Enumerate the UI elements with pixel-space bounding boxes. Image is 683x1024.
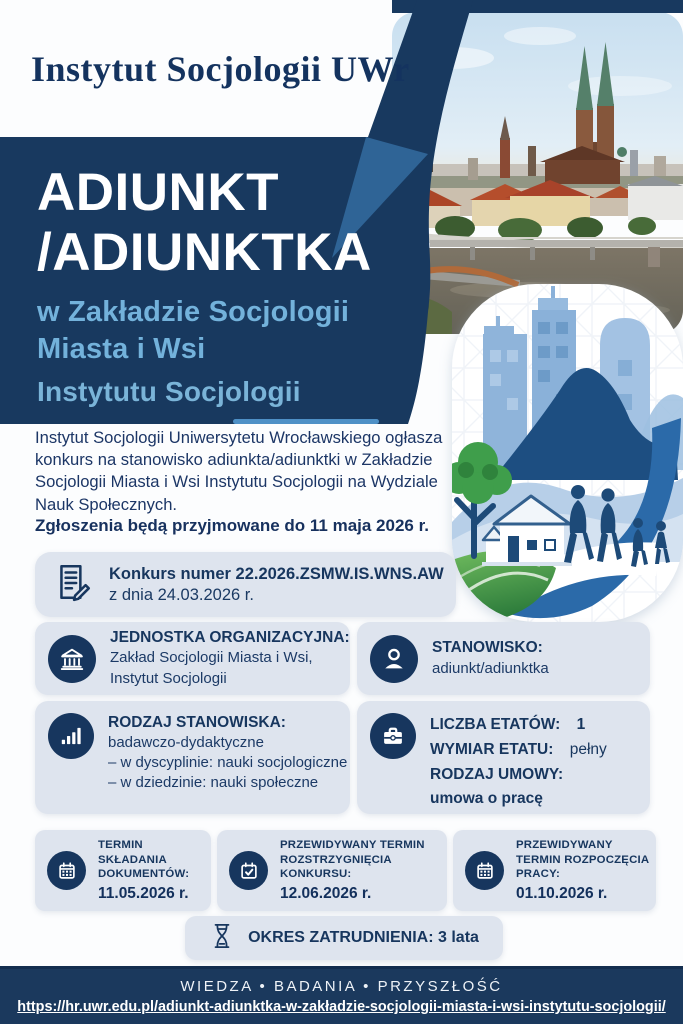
contest-number: Konkurs numer 22.2026.ZSMW.IS.WNS.AW <box>109 564 444 583</box>
application-deadline: Zgłoszenia będą przyjmowane do 11 maja 2026 r. <box>35 516 429 535</box>
intro-paragraph: Instytut Socjologii Uniwersytetu Wrocławskiego ogłasza konkurs na stanowisko adiunkta/adiunktki w Zakładzie Socjologii Miasta i Wsi Instytutu Socjologii na Wydziale Nauk Społecznych. <box>35 428 443 514</box>
fte-value: 1 <box>576 716 586 733</box>
calendar-icon <box>465 851 504 890</box>
submission-date: 11.05.2026 r. <box>98 885 189 903</box>
contract-label: RODZAJ UMOWY: <box>430 765 564 783</box>
institution-icon <box>48 635 96 683</box>
position-box <box>357 622 650 695</box>
employment-period-label: OKRES ZATRUDNIENIA: 3 lata <box>248 929 479 946</box>
job-posting-link[interactable]: https://hr.uwr.edu.pl/adiunkt-adiunktka-w-zakładzie-socjologii-miasta-i-wsi-instytutu-socjologii/ <box>17 999 666 1015</box>
resolution-date-box <box>217 830 447 911</box>
organizational-unit-box <box>35 622 350 695</box>
position-value: adiunkt/adiunktka <box>432 659 549 677</box>
headline-line2: /ADIUNKTKA <box>37 223 372 282</box>
contract-value: umowa o pracę <box>430 790 543 808</box>
submission-title: TERMIN SKŁADANIA DOKUMENTÓW: <box>98 838 190 881</box>
university-motto: WIEDZA • BADANIA • PRZYSZŁOŚĆ <box>180 978 503 995</box>
employment-terms-box <box>357 701 650 814</box>
type-line1: badawczo-dydaktyczne <box>108 734 264 752</box>
unit-title: JEDNOSTKA ORGANIZACYJNA: <box>110 629 350 647</box>
type-title: RODZAJ STANOWISKA: <box>108 714 286 731</box>
unit-line2: Instytut Socjologii <box>110 669 227 687</box>
institute-title: Instytut Socjologii UWr <box>31 49 410 89</box>
position-headline <box>37 163 417 410</box>
start-date-box <box>453 830 656 911</box>
subtitle-line1: w Zakładzie Socjologii <box>37 296 350 328</box>
fte-time-value: pełny <box>569 740 607 758</box>
bar-chart-icon <box>48 713 94 759</box>
panel-accent-bar <box>233 419 379 424</box>
subtitle-line2: Miasta i Wsi <box>37 333 206 365</box>
fte-label: LICZBA ETATÓW: <box>430 716 561 733</box>
unit-line1: Zakład Socjologii Miasta i Wsi, <box>110 649 313 667</box>
resolution-date: 12.06.2026 r. <box>280 885 372 903</box>
footer <box>0 966 683 1024</box>
type-line2: – w dyscyplinie: nauki socjologiczne <box>108 754 348 772</box>
document-edit-icon <box>52 561 94 608</box>
fte-time-label: WYMIAR ETATU: <box>430 740 554 758</box>
briefcase-icon <box>370 713 416 759</box>
subtitle-line3: Instytutu Socjologii <box>37 376 301 407</box>
start-title: PRZEWIDYWANY TERMIN ROZPOCZĘCIA PRACY: <box>516 838 649 881</box>
contest-date: z dnia 24.03.2026 r. <box>109 585 254 604</box>
position-title: STANOWISKO: <box>432 639 543 657</box>
position-type-box <box>35 701 350 814</box>
employment-period-box <box>185 916 503 960</box>
type-line3: – w dziedzinie: nauki społeczne <box>108 774 319 792</box>
start-date: 01.10.2026 r. <box>516 885 608 903</box>
headline-line1: ADIUNKT <box>37 163 279 222</box>
calendar-check-icon <box>229 851 268 890</box>
person-icon <box>370 635 418 683</box>
calendar-icon <box>47 851 86 890</box>
submission-deadline-box <box>35 830 211 911</box>
resolution-title: PRZEWIDYWANY TERMIN ROZSTRZYGNIĘCIA KONKURSU: <box>280 838 425 881</box>
city-country-illustration <box>443 284 683 622</box>
hourglass-icon <box>209 921 235 956</box>
contest-number-box <box>35 552 456 617</box>
